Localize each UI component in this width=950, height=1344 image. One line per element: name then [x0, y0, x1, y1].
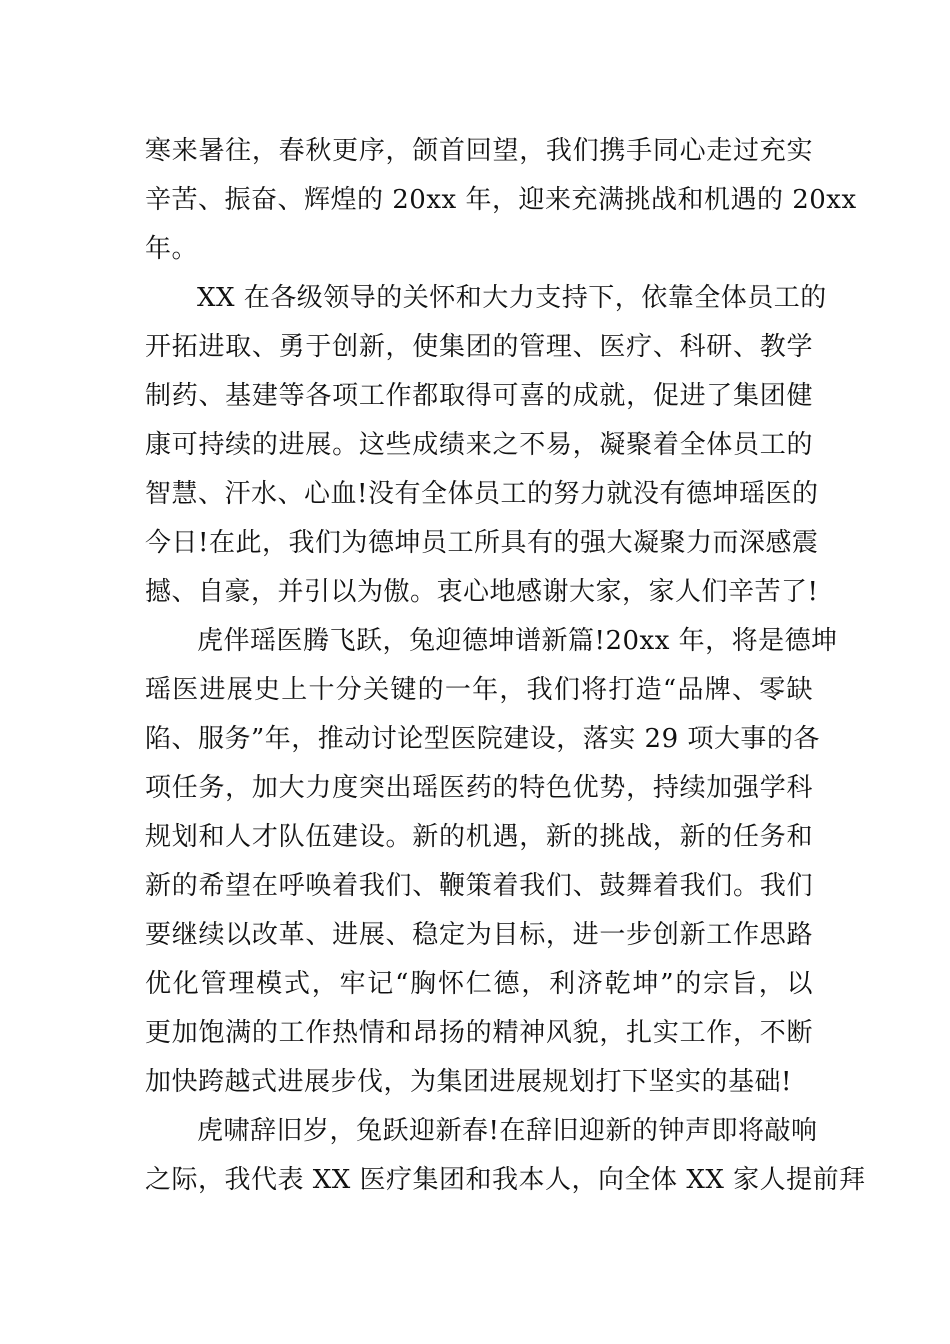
paragraph-2-line-1: XX 在各级领导的关怀和大力支持下，依靠全体员工的: [197, 283, 827, 313]
paragraph-3-line-9: 更加饱满的工作热情和昂扬的精神风貌，扎实工作，不断: [145, 1018, 813, 1048]
paragraph-2-line-7: 撼、自豪，并引以为傲。衷心地感谢大家，家人们辛苦了!: [145, 577, 819, 607]
paragraph-2-line-2: 开拓进取、勇于创新，使集团的管理、医疗、科研、教学: [145, 332, 813, 362]
paragraph-3-line-3: 陷、服务”年，推动讨论型医院建设，落实 29 项大事的各: [145, 724, 820, 754]
paragraph-3-line-5: 规划和人才队伍建设。新的机遇，新的挑战，新的任务和: [145, 822, 813, 852]
document-body: [145, 127, 866, 1205]
paragraph-2-line-6: 今日!在此，我们为德坤员工所具有的强大凝聚力而深感震: [145, 528, 819, 558]
paragraph-3-line-8: 优化管理模式，牢记“胸怀仁德，利济乾坤”的宗旨，以: [145, 969, 813, 999]
paragraph-1-line-3: 年。: [145, 234, 199, 264]
paragraph-4-line-1: 虎啸辞旧岁，兔跃迎新春!在辞旧迎新的钟声即将敲响: [197, 1116, 818, 1146]
paragraph-3-line-6: 新的希望在呼唤着我们、鞭策着我们、鼓舞着我们。我们: [145, 871, 813, 901]
paragraph-3-line-4: 项任务，加大力度突出瑶医药的特色优势，持续加强学科: [145, 773, 813, 803]
paragraph-1-line-1: 寒来暑往，春秋更序，颌首回望，我们携手同心走过充实: [145, 136, 813, 166]
paragraph-3-line-2: 瑶医进展史上十分关键的一年，我们将打造“品牌、零缺: [145, 675, 813, 705]
paragraph-3-line-10: 加快跨越式进展步伐，为集团进展规划打下坚实的基础!: [145, 1067, 792, 1097]
paragraph-3-line-1: 虎伴瑶医腾飞跃，兔迎德坤谱新篇!20xx 年，将是德坤: [197, 626, 838, 656]
paragraph-3-line-7: 要继续以改革、进展、稳定为目标，进一步创新工作思路: [145, 920, 813, 950]
paragraph-2-line-3: 制药、基建等各项工作都取得可喜的成就，促进了集团健: [145, 381, 813, 411]
paragraph-2-line-5: 智慧、汗水、心血!没有全体员工的努力就没有德坤瑶医的: [145, 479, 819, 509]
paragraph-4-line-2: 之际，我代表 XX 医疗集团和我本人，向全体 XX 家人提前拜: [145, 1165, 866, 1195]
paragraph-1-line-2: 辛苦、振奋、辉煌的 20xx 年，迎来充满挑战和机遇的 20xx: [145, 185, 857, 215]
paragraph-2-line-4: 康可持续的进展。这些成绩来之不易，凝聚着全体员工的: [145, 430, 813, 460]
